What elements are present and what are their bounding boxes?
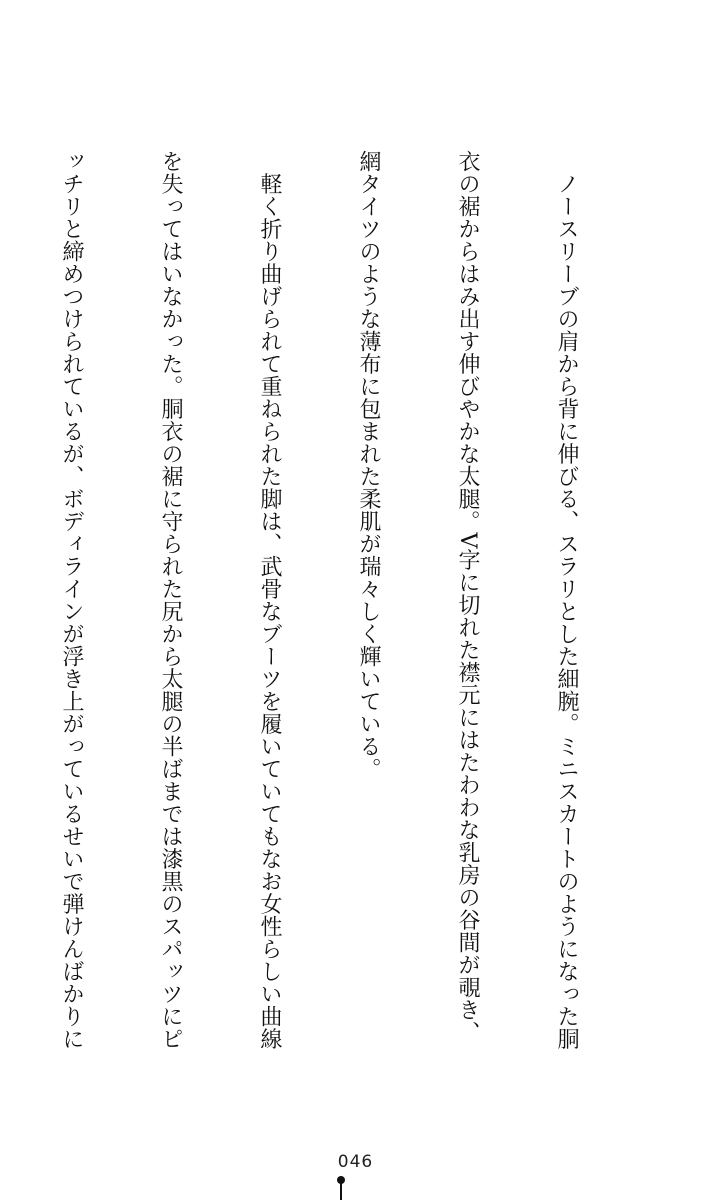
text-line: ノースリーブの肩から背に伸びる、スラリとした細腕。ミニスカートのようになった胴 [554, 150, 579, 1050]
page-number: 046 [337, 1152, 374, 1172]
text-line: ッチリと締めつけられているが、ボディラインが浮き上がっているせいで弾けんばかりに [59, 150, 84, 1050]
marker-stem [340, 1182, 342, 1200]
text-line: 軽く折り曲げられて重ねられた脚は、武骨なブーツを履いていてもなお女性らしい曲線 [257, 150, 282, 1050]
text-line: 網タイツのような薄布に包まれた柔肌が瑞々しく輝いている。 [356, 150, 381, 780]
text-line: 衣の裾からはみ出す伸びやかな太腿。V字に切れた襟元にはたわわな乳房の谷間が覗き、 [455, 150, 480, 1044]
page-marker-icon [336, 1176, 346, 1200]
text-line: を失ってはいなかった。胴衣の裾に守られた尻から太腿の半ばまでは漆黒のスパッツにピ [158, 150, 183, 1050]
vertical-text-body [0, 150, 649, 1050]
